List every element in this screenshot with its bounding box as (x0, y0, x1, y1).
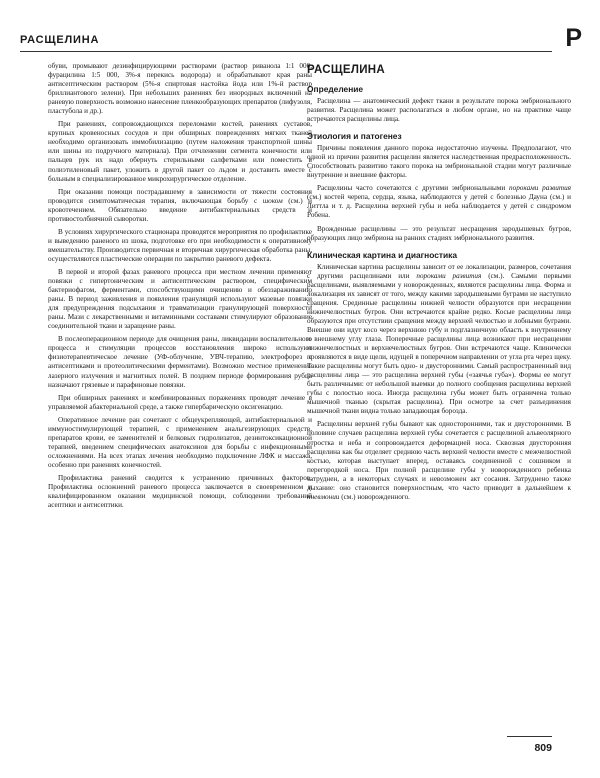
left-paragraph-3 (48, 188, 312, 224)
page-number: 809 (534, 742, 552, 754)
left-paragraph-5: В первой и второй фазах раневого процесса при местном лечении применяют повязки с гипертоническим и антисептическим раствором, специфическим бактериофагом, ферментами, способствующими очищению и обеззараживанию раны. В период заживления и появления грануляций используют мазевые повязки для предупреждения подсыхания и травматизации гранулирующей поверхности раны. Мази с лекарственными и витаминными составами стимулируют образование соединительной ткани и заращение раны. (48, 267, 312, 331)
cross-reference-malformations-2: пороками развития (416, 271, 482, 280)
cl1-text-a: Клиническая картина расщелины зависит от ее локализации, размеров, сочетания с другими расщелинами или (307, 262, 571, 280)
et2-text-a: Расщелины часто сочетаются с другими эмбриональными (317, 184, 510, 193)
etiology-paragraph-3: Врожденные расщелины — это результат несращения зародышевых бугров, образующих лицо эмбриона на ранних стадиях эмбрионального развития. (307, 224, 571, 242)
cross-reference-pneumonia: пневмонии (307, 492, 340, 501)
article-title: РАСЩЕЛИНА (307, 64, 386, 76)
page-number-rule (507, 736, 552, 737)
left-p3-text-a: При оказании помощи пострадавшему в зависимости от тяжести состояния проводится симптоматическая терапия, включающая борьбу с (48, 187, 312, 205)
etiology-paragraph-2 (307, 184, 571, 220)
left-p3-text-b: (см.) и кровотечением. Обязательно введение антибактериальных средств и противостолбнячной сыворотки. (48, 196, 313, 223)
header-rule (20, 51, 552, 52)
cross-reference-shock: шоком (262, 196, 283, 205)
left-paragraph-8: Оперативное лечение ран сочетают с общеукрепляющей, антибактериальной и иммуностимулирующей терапией, с применением анальгезирующих средств, препаратов крови, ее заменителей и белковых гидролизатов, дезинтоксикационной терапией, введением специфических анатоксинов для борьбы с инфекционными осложнениями. На всех этапах лечения необходимо подключение ЛФК и массажа, особенно при ранениях конечностей. (48, 415, 312, 469)
cl2-text-b: (см.) новорожденного. (339, 492, 410, 501)
etiology-paragraph-1: Причины появления данного порока недостаточно изучены. Предполагают, что одной из причин развития расщелин является наследственная предрасположенность. Способствовать развитию такого порока на эмбриональной стадии могут различные внутренние и внешние факторы. (307, 144, 571, 180)
left-paragraph-4: В условиях хирургического стационара проводятся мероприятия по профилактике и выведению раненого из шока, подготовке его при необходимости к оперативному вмешательству. Производится первичная и вторичная хирургическая обработка раны, осуществляются пластические операции по закрытию раневого дефекта. (48, 227, 312, 263)
definition-paragraph: Расщелина — анатомический дефект ткани в результате порока эмбрионального развития. Расщелина может располагаться в любом органе, но на практике чаще встречаются расщелины лица. (307, 97, 571, 124)
cl2-text-a: Расщелины верхней губы бывают как односторонними, так и двусторонними. В половине случаев расщелина верхней губы сочетается с расщелиной альвеолярного отростка и неба и сопровождается деформацией носа. Сквозная двусторонняя расщелина как бы отделяет среднюю часть верхней челюсти вместе с межчелюстной костью, которая выступает вперед, оставаясь соединенной с сошником и перегородкой носа. При полной расщелине губы у новорожденного ребенка затруднен, а в некоторых случаях и невозможен акт сосания. Затруднено также дыхание: оно становится поверхностным, что часто приводит в дальнейшем к (307, 420, 571, 492)
heading-etiology: Этиология и патогенез (307, 131, 402, 142)
clinical-paragraph-1 (307, 263, 571, 417)
right-column (307, 62, 571, 502)
left-paragraph-1: обуви, промывают дезинфицирующими растворами (раствор риванола 1:1 000, фурацилина 1:5 000, 3%-я перекись водорода) и обрабатывают края раны антисептическим раствором (5%-я спиртовая настойка йода или 1%-й раствор бриллиантового зелени). При небольших ранениях без инородных включений на раневую поверхность возможно нанесение пленкообразующих препаратов (лифузоля, пластубола и др.). (48, 62, 312, 116)
left-paragraph-2: При ранениях, сопровождающихся переломами костей, ранениях суставов, крупных кровеносных сосудов и при обширных повреждениях мягких тканей необходимо организовать иммобилизацию (путем наложения транспортной шины или шины из подручного материала). При отчленении сегмента конечности или пальцев рук их надо обернуть стерильными салфетками или поместить в полиэтиленовый пакет, уложить в другой пакет со льдом и доставить вместе с больным в специализированное микрохирургическое отделение. (48, 120, 312, 183)
heading-definition: Определение (307, 84, 364, 94)
left-paragraph-7: При обширных ранениях и комбинированных поражениях проводят лечение в управляемой абактериальной среде, а также гипербарическую оксигенацию. (48, 393, 312, 411)
left-paragraph-6: В послеоперационном периоде для очищения раны, ликвидации воспалительного процесса и стимуляции процессов восстановления широко используют физиотерапевтическое лечение (УФ-облучение, УВЧ-терапию, электрофорез с антисептиками и протеолитическими ферментами). Возможно местное применение лазерного излучения и магнитных полей. В позднем периоде формирования рубца назначают грязевые и парафиновые повязки. (48, 335, 312, 389)
left-paragraph-9: Профилактика ранений сводится к устранению причинных факторов. Профилактика осложнений раневого процесса заключается в своевременном и квалифицированном оказании медицинской помощи, соблюдении требований асептики и антисептики. (48, 473, 312, 510)
heading-clinical: Клиническая картина и диагностика (307, 249, 457, 260)
running-head: РАСЩЕЛИНА (20, 34, 100, 46)
clinical-paragraph-2 (307, 420, 571, 501)
cross-reference-malformations: пороками развития (509, 184, 571, 193)
letter-tab: Р (565, 24, 582, 52)
et2-text-b: (см.) костей черепа, сердца, языка, наблюдаются у детей с болезнью Дауна (см.) и Литтла и т. д. Расщелина верхней губы и неба наблюдается у детей с синдромом Робена. (307, 193, 571, 220)
cl1-text-b: (см.). Самыми первыми расщелинами, выявляемыми у новорожденных, являются расщелины лица. Форма и локализация их зависят от того, между какими зародышевыми буграми не наступило сращения. Срединные расщелины нижней челюсти образуются при несращении нижнечелюстных бугров. Они встречаются крайне редко. Косые расщелины лица образуются при отсутствии сращения между верхней челюстью и лобными буграми. Внешне они идут косо через верхнюю губу и подглазничную область к внутреннему и внешнему углу глаза. Поперечные расщелины лица возникают при несращении нижнечелюстных и верхнечелюстных бугров. Они встречаются чаще. Клинически проявляются в виде щели, идущей в поперечном направлении от угла рта через щеку. Такие расщелины могут быть одно- и двусторонними. Самый распространенный вид расщелины лица — это расщелина верхней губы («заячья губа»). Формы ее могут быть различными: от небольшой выемки до полного сообщения расщелины верхней губы с полостью носа. Иногда расщелина губы может быть ограничена только мышечной тканью (скрытая расщелина). При осмотре за счет разъединения мышечной ткани видна только западающая борозда. (307, 271, 572, 416)
left-column (48, 62, 312, 510)
